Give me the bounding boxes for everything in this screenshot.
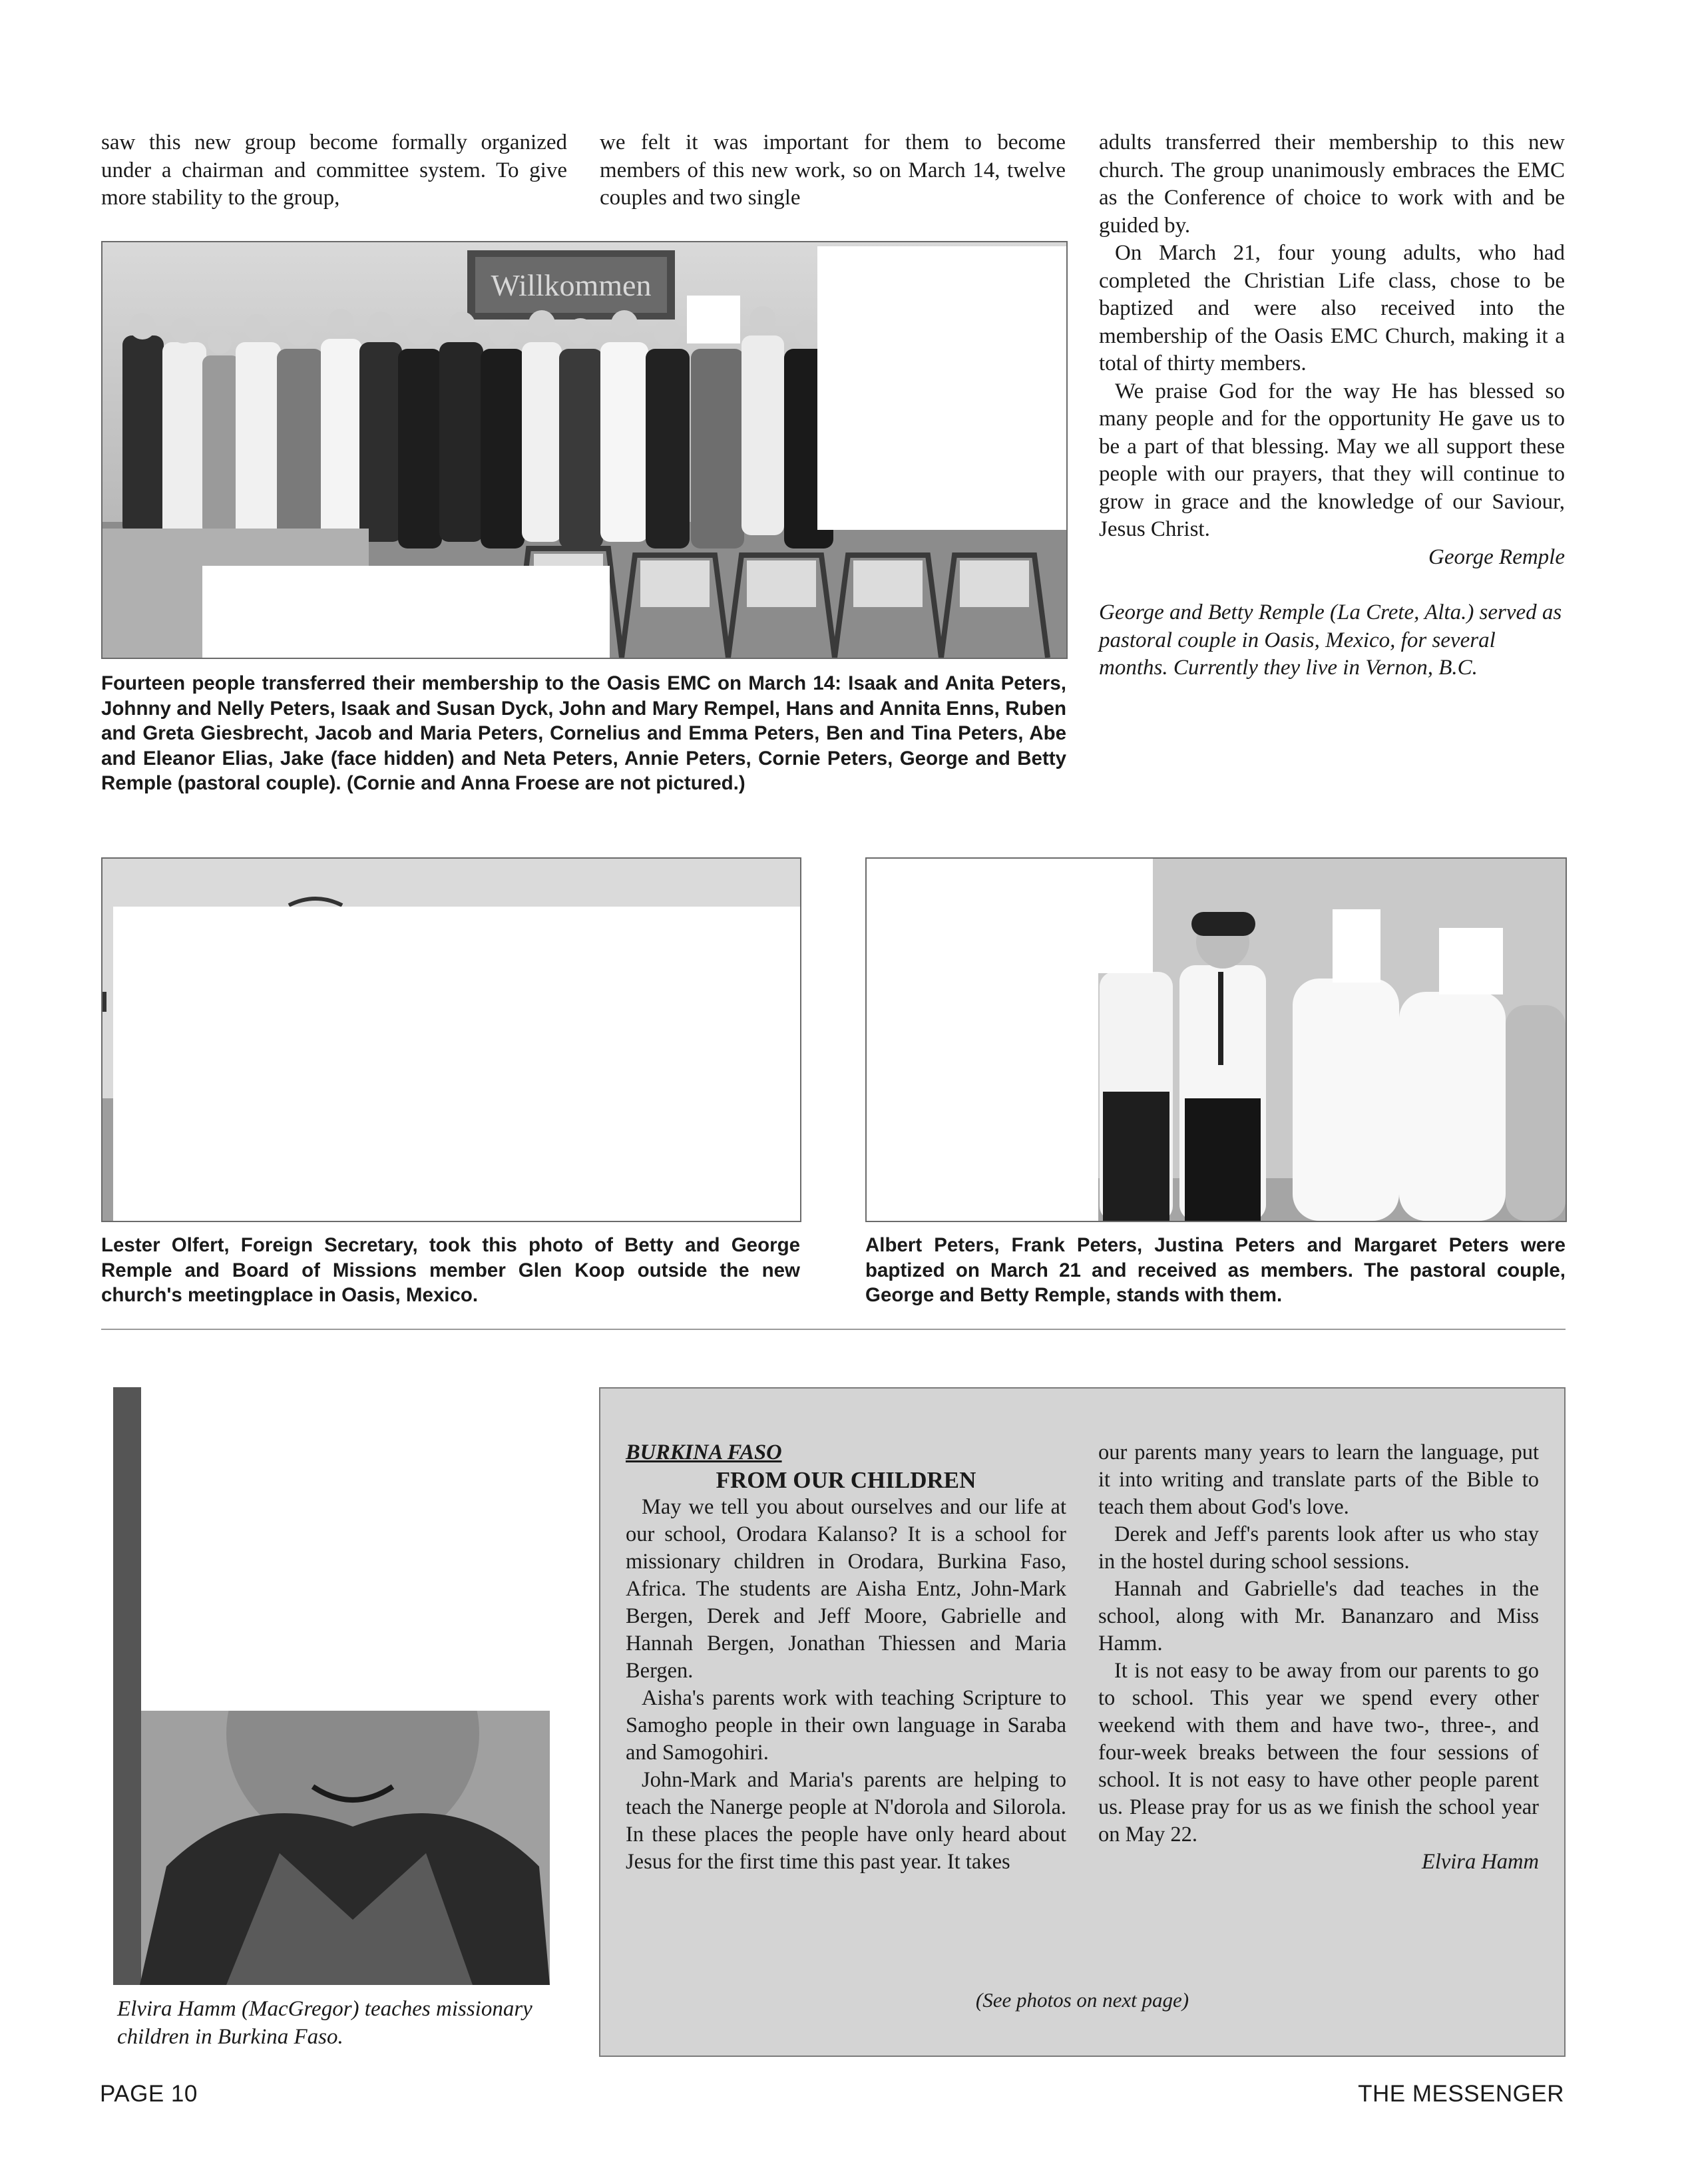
top-col-3 <box>1099 129 1565 682</box>
top-col-1 <box>101 129 567 212</box>
group-photo <box>101 241 1068 659</box>
author-note: George and Betty Remple (La Crete, Alta.) served as pastoral couple in Oasis, Mexico, for several months. Currently they live in Vernon, B.C. <box>1099 600 1562 680</box>
redaction-block <box>202 566 610 658</box>
redaction-block <box>687 296 740 343</box>
col3-signature: George Remple <box>1428 545 1565 569</box>
burkina-left-paragraph-3: John-Mark and Maria's parents are helping to teach the Nanerge people at N'dorola and Silorola. In these places the people have only heard about Jesus for the first time this past year. It takes <box>626 1768 1066 1874</box>
redaction-block <box>817 246 1066 530</box>
burkina-right-paragraph-2: Derek and Jeff's parents look after us who stay in the hostel during school sessions. <box>1098 1522 1539 1574</box>
col3-paragraph-3: We praise God for the way He has blessed so many people and for the opportunity He gave us to be a part of that blessing. May we all support these people with our prayers, that they will continue to grow in grace and the knowledge of our Saviour, Jesus Christ. <box>1099 379 1565 541</box>
page-number: PAGE 10 <box>100 2081 198 2107</box>
burkina-headline: FROM OUR CHILDREN <box>716 1467 976 1493</box>
banner-text: Willkommen <box>491 268 652 302</box>
burkina-right-column <box>1098 1439 1539 1876</box>
section-divider <box>101 1329 1566 1330</box>
redaction-block <box>1333 909 1380 983</box>
col3-paragraph-1: adults transferred their membership to this new church. The group unanimously embraces the EMC as the Conference of choice to work with and be guided by. <box>1099 130 1565 238</box>
publication-name: THE MESSENGER <box>1358 2081 1564 2107</box>
portrait-photo <box>113 1387 550 1985</box>
burkina-faso-box <box>599 1387 1566 2057</box>
col3-paragraph-2: On March 21, four young adults, who had completed the Christian Life class, chose to be baptized and were also received into the membership of the Oasis EMC Church, making it a total of thirty members. <box>1099 241 1565 375</box>
burkina-left-paragraph-2: Aisha's parents work with teaching Scripture to Samogho people in their own language in Saraba and Samogohiri. <box>626 1686 1066 1765</box>
redaction-block <box>1439 928 1503 994</box>
redaction-block <box>113 907 800 1221</box>
top-col-2 <box>600 129 1066 212</box>
redaction-block <box>867 859 1153 973</box>
group-photo-caption: Fourteen people transferred their membership to the Oasis EMC on March 14: Isaak and Anita Peters, Johnny and Nelly Peters, Isaak and Susan Dyck, John and Mary Rempel, Hans and Annita Enns, Ruben and Greta Giesbrecht, Jacob and Maria Peters, Cornelius and Emma Peters, Ben and Tina Peters, Abe and Eleanor Elias, Jake (face hidden) and Neta Peters, Annie Peters, Cornie Peters, George and Betty Remple (pastoral couple). (Cornie and Anna Froese are not pictured.) <box>101 672 1066 794</box>
baptism-photo <box>865 857 1567 1222</box>
see-next-page-note: (See photos on next page) <box>975 1988 1189 2012</box>
burkina-right-paragraph-1: our parents many years to learn the language, put it into writing and translate parts of the Bible to teach them about God's love. <box>1098 1440 1539 1519</box>
burkina-right-paragraph-3: Hannah and Gabrielle's dad teaches in the school, along with Mr. Bananzaro and Miss Hamm. <box>1098 1577 1539 1655</box>
outside-photo-caption: Lester Olfert, Foreign Secretary, took this photo of Betty and George Remple and Board of Missions member Glen Koop outside the new church's meetingplace in Oasis, Mexico. <box>101 1234 800 1306</box>
burkina-left-paragraph-1: May we tell you about ourselves and our life at our school, Orodara Kalanso? It is a school for missionary children in Orodara, Burkina Faso, Africa. The students are Aisha Entz, John-Mark Bergen, Derek and Jeff Moore, Gabrielle and Hannah Bergen, Jonathan Thiessen and Maria Bergen. <box>626 1495 1066 1683</box>
top-col-1-text: saw this new group become formally organized under a chairman and committee system. To give more stability to the group, <box>101 130 567 210</box>
burkina-right-paragraph-4: It is not easy to be away from our parents to go to school. This year we spend every other weekend with them and have two-, three-, and four-week breaks between the four sessions of school. It is not easy to have other people parent us. Please pray for us as we finish the school year on May 22. <box>1098 1659 1539 1847</box>
burkina-left-column <box>626 1439 1066 1876</box>
top-col-2-text: we felt it was important for them to become members of this new work, so on March 14, twelve couples and two single <box>600 130 1066 210</box>
redaction-block <box>867 973 1098 1221</box>
baptism-photo-caption: Albert Peters, Frank Peters, Justina Peters and Margaret Peters were baptized on March 21 and received as members. The pastoral couple, George and Betty Remple, stands with them. <box>865 1234 1566 1306</box>
redaction-block <box>141 1387 550 1711</box>
burkina-signature: Elvira Hamm <box>1421 1850 1539 1874</box>
burkina-kicker: BURKINA FASO <box>626 1440 782 1464</box>
portrait-caption: Elvira Hamm (MacGregor) teaches missionary children in Burkina Faso. <box>117 1997 532 2049</box>
outside-photo <box>101 857 801 1222</box>
